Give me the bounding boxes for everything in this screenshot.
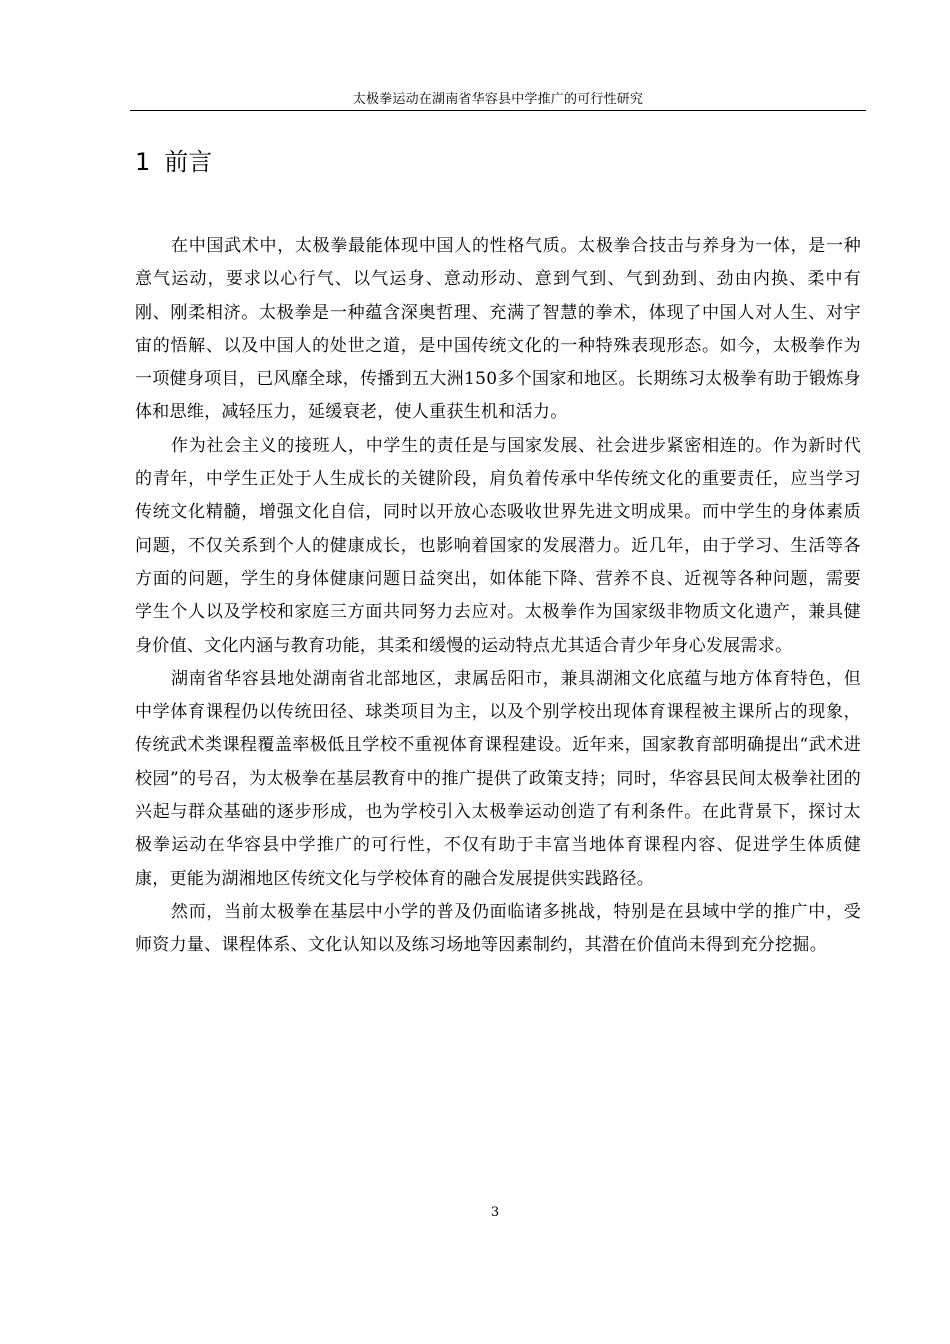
header-divider bbox=[130, 110, 866, 111]
body-text bbox=[135, 230, 861, 963]
section-title-text: 前言 bbox=[164, 148, 213, 176]
paragraph-1: 在中国武术中，太极拳最能体现中国人的性格气质。太极拳合技击与养身为一体，是一种意气运动，要求以心行气、以气运身、意动形动、意到气到、气到劲到、劲由内换、柔中有刚、刚柔相济。太极拳是一种蕴含深奥哲理、充满了智慧的拳术，体现了中国人对人生、对宇宙的悟解、以及中国人的处世之道，是中国传统文化的一种特殊表现形态。如今，太极拳作为一项健身项目，已风靡全球，传播到五大洲150多个国家和地区。长期练习太极拳有助于锻炼身体和思维，减轻压力，延缓衰老，使人重获生机和活力。 bbox=[135, 236, 861, 423]
section-title bbox=[135, 146, 212, 178]
page-number: 3 bbox=[490, 1205, 500, 1220]
paragraph-3: 湖南省华容县地处湖南省北部地区，隶属岳阳市，兼具湖湘文化底蕴与地方体育特色，但中学体育课程仍以传统田径、球类项目为主，以及个别学校出现体育课程被主课所占的现象，传统武术类课程覆盖率极低且学校不重视体育课程建设。近年来，国家教育部明确提出“武术进校园”的号召，为太极拳在基层教育中的推广提供了政策支持；同时，华容县民间太极拳社团的兴起与群众基础的逐步形成，也为学校引入太极拳运动创造了有利条件。在此背景下，探讨太极拳运动在华容县中学推广的可行性，不仅有助于丰富当地体育课程内容、促进学生体质健康，更能为湖湘地区传统文化与学校体育的融合发展提供实践路径。 bbox=[135, 668, 861, 889]
section-number: 1 bbox=[135, 148, 151, 176]
paragraph-2: 作为社会主义的接班人，中学生的责任是与国家发展、社会进步紧密相连的。作为新时代的青年，中学生正处于人生成长的关键阶段，肩负着传承中华传统文化的重要责任，应当学习传统文化精髓，增强文化自信，同时以开放心态吸收世界先进文明成果。而中学生的身体素质问题，不仅关系到个人的健康成长，也影响着国家的发展潜力。近几年，由于学习、生活等各方面的问题，学生的身体健康问题日益突出，如体能下降、营养不良、近视等各种问题，需要学生个人以及学校和家庭三方面共同努力去应对。太极拳作为国家级非物质文化遗产，兼具健身价值、文化内涵与教育功能，其柔和缓慢的运动特点尤其适合青少年身心发展需求。 bbox=[135, 435, 861, 656]
running-header: 太极拳运动在湖南省华容县中学推广的可行性研究 bbox=[352, 92, 644, 107]
paragraph-4: 然而，当前太极拳在基层中小学的普及仍面临诸多挑战，特别是在县域中学的推广中，受师资力量、课程体系、文化认知以及练习场地等因素制约，其潜在价值尚未得到充分挖掘。 bbox=[135, 901, 861, 956]
